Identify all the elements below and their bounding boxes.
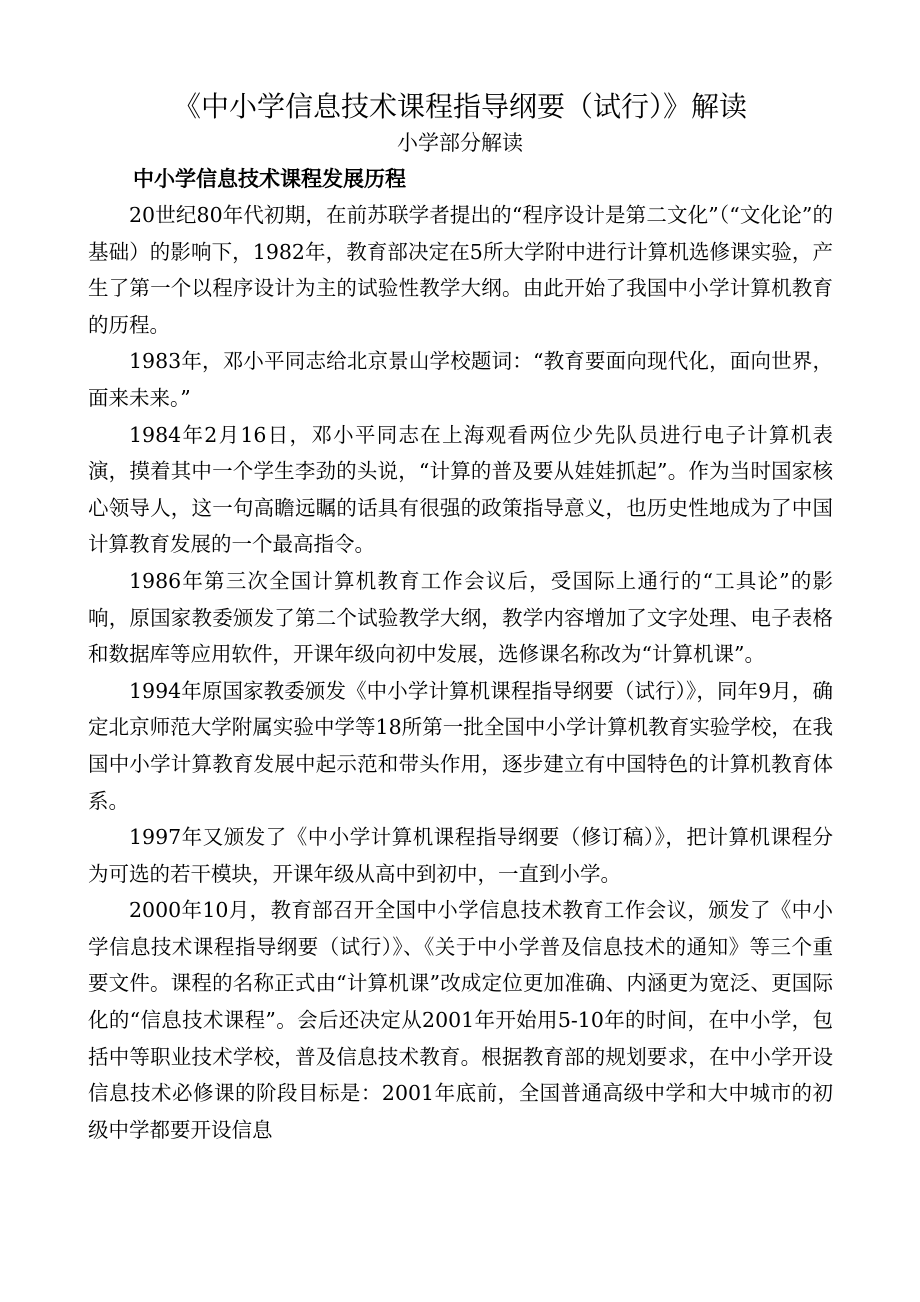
paragraph-1980s-origin: 20世纪80年代初期，在前苏联学者提出的“程序设计是第二文化”（“文化论”的基础）的影响下，1982年，教育部决定在5所大学附中进行计算机选修课实验，产生了第一个以程序设计为主的试验性教学大纲。由此开始了我国中小学计算机教育的历程。 [88,203,833,337]
paragraph-1984: 1984年2月16日，邓小平同志在上海观看两位少先队员进行电子计算机表演，摸着其中一个学生李劲的头说，“计算的普及要从娃娃抓起”。作为当时国家核心领导人，这一句高瞻远瞩的话具有很强的政策指导意义，也历史性地成为了中国计算教育发展的一个最高指令。 [88,422,833,557]
paragraph-1997: 1997年又颁发了《中小学计算机课程指导纲要（修订稿）》，把计算机课程分为可选的若干模块，开课年级从高中到初中，一直到小学。 [88,825,833,886]
paragraph-1986: 1986年第三次全国计算机教育工作会议后，受国际上通行的“工具论”的影响，原国家教委颁发了第二个试验教学大纲，教学内容增加了文字处理、电子表格和数据库等应用软件，开课年级向初中发展，选修课名称改为“计算机课”。 [88,568,833,667]
paragraph-1983: 1983年，邓小平同志给北京景山学校题词：“教育要面向现代化，面向世界，面来未来。” [88,349,833,410]
document-subtitle: 小学部分解读 [397,131,523,155]
document-body [88,197,833,1148]
document-title: 《中小学信息技术课程指导纲要（试行）》解读 [172,90,747,123]
paragraph-1994: 1994年原国家教委颁发《中小学计算机课程指导纲要（试行）》，同年9月，确定北京师范大学附属实验中学等18所第一批全国中小学计算机教育实验学校，在我国中小学计算教育发展中起示范和带头作用，逐步建立有中国特色的计算机教育体系。 [88,678,833,813]
section-heading: 中小学信息技术课程发展历程 [133,167,406,191]
paragraph-2000: 2000年10月，教育部召开全国中小学信息技术教育工作会议，颁发了《中小学信息技术课程指导纲要（试行）》、《关于中小学普及信息技术的通知》等三个重要文件。课程的名称正式由“计算机课”改成定位更加准确、内涵更为宽泛、更国际化的“信息技术课程”。会后还决定从2001年开始用5-10年的时间，在中小学，包括中等职业技术学校，普及信息技术教育。根据教育部的规划要求，在中小学开设信息技术必修课的阶段目标是：2001年底前，全国普通高级中学和大中城市的初级中学都要开设信息 [88,898,833,1142]
